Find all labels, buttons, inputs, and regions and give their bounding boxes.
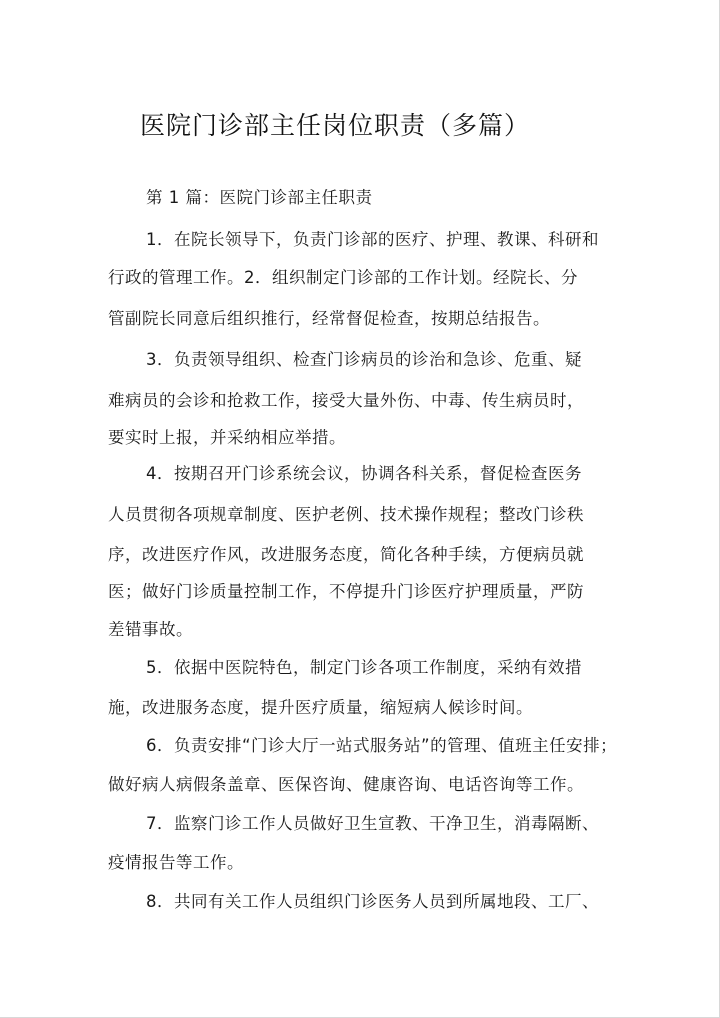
body-line: 行政的管理工作。2．组织制定门诊部的工作计划。经院长、分: [108, 268, 578, 287]
body-line: 7．监察门诊工作人员做好卫生宣教、干净卫生，消毒隔断、: [146, 814, 599, 833]
body-line: 8．共同有关工作人员组织门诊医务人员到所属地段、工厂、: [146, 892, 599, 911]
section-heading: 第 1 篇：医院门诊部主任职责: [146, 188, 373, 207]
body-line: 难病员的会诊和抢救工作，接受大量外伤、中毒、传生病员时，: [108, 391, 584, 410]
body-line: 人员贯彻各项规章制度、医护老例、技术操作规程；整改门诊秩: [108, 505, 584, 524]
document-title: 医院门诊部主任岗位职责（多篇）: [140, 111, 531, 140]
body-line: 3．负责领导组织、检查门诊病员的诊治和急诊、危重、疑: [146, 350, 582, 369]
body-line: 6．负责安排“门诊大厅一站式服务站”的管理、值班主任安排；: [146, 736, 618, 755]
body-line: 做好病人病假条盖章、医保咨询、健康咨询、电话咨询等工作。: [108, 775, 584, 794]
body-line: 差错事故。: [108, 620, 193, 639]
body-line: 序，改进医疗作风，改进服务态度，简化各种手续，方便病员就: [108, 545, 584, 564]
body-line: 管副院长同意后组织推行，经常督促检查，按期总结报告。: [108, 309, 550, 328]
body-line: 要实时上报，并采纳相应举措。: [108, 428, 346, 447]
body-line: 4．按期召开门诊系统会议，协调各科关系，督促检查医务: [146, 464, 582, 483]
body-line: 1．在院长领导下，负责门诊部的医疗、护理、教课、科研和: [146, 230, 599, 249]
body-line: 疫情报告等工作。: [108, 853, 244, 872]
body-line: 施，改进服务态度，提升医疗质量，缩短病人候诊时间。: [108, 698, 533, 717]
body-line: 医；做好门诊质量控制工作，不停提升门诊医疗护理质量，严防: [108, 582, 584, 601]
body-line: 5．依据中医院特色，制定门诊各项工作制度，采纳有效措: [146, 658, 582, 677]
